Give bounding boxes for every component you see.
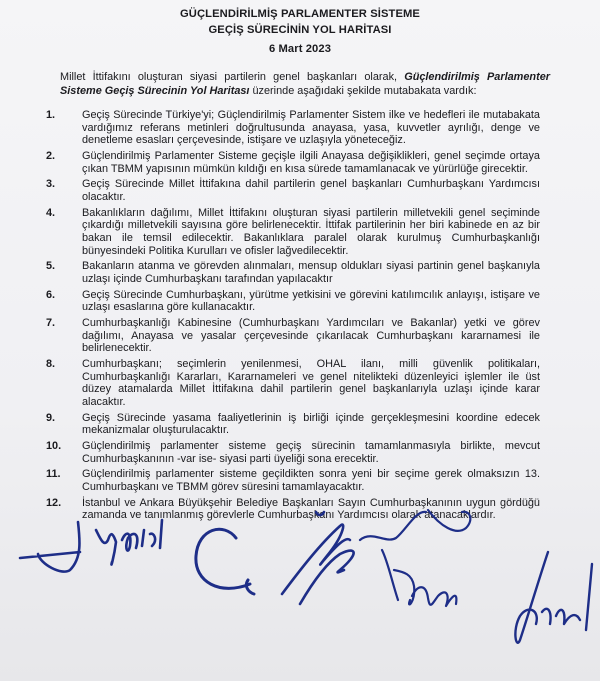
item-number: 9. (46, 411, 56, 424)
item-text: Geçiş Sürecinde yasama faaliyetlerinin iş birliği içinde gerçekleşmesini koordine edecek mekanizmalar oluşturulacaktır. (82, 411, 540, 437)
intro-paragraph (60, 71, 550, 98)
item-number: 4. (46, 206, 56, 219)
item-text: Güçlendirilmiş Parlamenter Sisteme geçişle ilgili Anayasa değişiklikleri, genel seçimde ortaya çıkan TBMM yapısının mümkün kıldığı en kısa sürede tamamlanacak ve yürürlüğe girecektir. (82, 149, 540, 175)
list-item (46, 412, 540, 437)
list-item (46, 109, 540, 147)
list-item (46, 260, 540, 285)
list-item (46, 289, 540, 314)
agreement-list (46, 109, 540, 525)
item-text: Cumhurbaşkanı; seçimlerin yenilenmesi, OHAL ilanı, milli güvenlik politikaları, Cumhurbaşkanlığı Kararları, Kararnameleri ve genel nitelikteki düzenleyici işlemler ile üst düzey atamalarda Millet İttifakına dahil partilerin genel başkanlarıyla uzlaşı içinde karar alacaktır. (82, 358, 540, 408)
item-number: 10. (46, 439, 62, 452)
signature-1 (20, 520, 162, 572)
item-number: 1. (46, 109, 56, 121)
intro-text-2: üzerinde aşağıdaki şekilde mutabakata vardık: (249, 84, 477, 97)
signature-2 (196, 529, 254, 594)
list-item (46, 468, 540, 493)
signature-4 (360, 510, 470, 606)
item-text: Güçlendirilmiş parlamenter sisteme geçildikten sonra yeni bir seçime gerek olmaksızın 13. Cumhurbaşkanı ve TBMM görev süresini tamamlayacaktır. (82, 468, 540, 493)
list-item (46, 358, 540, 408)
list-item (46, 440, 540, 465)
item-text: Geçiş Sürecinde Türkiye'yi; Güçlendirilmiş Parlamenter Sistem ilke ve hedefleri ile mutabakata vardığımız referans metinleri doğrultusunda anayasa, yasa, kuvvetler ayrılığı, denge ve denetleme esasları çerçevesinde, istişare ve uzlaşıyla yöneteceğiz. (82, 109, 540, 147)
document-date: 6 Mart 2023 (268, 43, 332, 55)
list-item (46, 207, 540, 257)
intro-text-1: Millet İttifakını oluşturan siyasi partilerin genel başkanları olarak, (60, 71, 405, 83)
item-text: Geçiş Sürecinde Millet İttifakına dahil partilerin genel başkanları Cumhurbaşkanı Yardımcısı olacaktır. (82, 178, 540, 203)
list-item (46, 150, 540, 175)
document-title-line-1: GÜÇLENDİRİLMİŞ PARLAMENTER SİSTEME (180, 8, 420, 20)
item-text: Bakanların atanma ve görevden alınmaları, mensup oldukları siyasi partinin genel başkanıyla uzlaşı içinde Cumhurbaşkanı tarafından yapılacaktır (82, 260, 540, 285)
document-title-line-2: GEÇİŞ SÜRECİNİN YOL HARİTASI (208, 24, 392, 36)
item-text: Bakanlıkların dağılımı, Millet İttifakını oluşturan siyasi partilerin milletvekili genel seçiminde çıkardığı milletvekili sayısına göre belirlenecektir. İttifak partilerinin her biri kabinede en az bir bakan ile temsil edilecektir. Bakanlıklara paralel olarak kurulmuş Cumhurbaşkanlığı bünyesindeki Politika Kurulları ve ofisler lağvedilecektir. (82, 206, 540, 257)
item-text: Cumhurbaşkanlığı Kabinesine (Cumhurbaşkanı Yardımcıları ve Bakanlar) yetki ve görev dağılımı, Anayasa ve yasalar çerçevesinde çıkarılacak Cumhurbaşkanı kararnamesi ile belirlenecektir. (82, 317, 540, 355)
item-number: 5. (46, 260, 56, 273)
item-text: İstanbul ve Ankara Büyükşehir Belediye Başkanları Sayın Cumhurbaşkanının uygun gördüğü zamanda ve tanımlanmış görevlerle Cumhurbaşkanı Yardımcısı olarak atanacaklardır. (82, 496, 540, 522)
item-number: 6. (46, 288, 56, 301)
signature-3 (282, 512, 354, 604)
signatures-area (0, 500, 600, 681)
signature-5 (515, 552, 592, 643)
intro-bold-title: Güçlendirilmiş Parlamenter Sisteme Geçiş Sürecinin Yol Haritası (60, 71, 550, 97)
item-number: 12. (46, 496, 62, 509)
item-text: Güçlendirilmiş parlamenter sisteme geçiş sürecinin tamamlanmasıyla birlikte, mevcut Cumhurbaşkanının -var ise- siyasi parti üyeliği sona erecektir. (82, 439, 540, 465)
item-text: Geçiş Sürecinde Cumhurbaşkanı, yürütme yetkisini ve görevini katılımcılık anlayışı, istişare ve uzlaşı esaslarına göre kullanacaktır. (82, 288, 540, 314)
document-header (0, 0, 600, 57)
item-number: 8. (46, 358, 56, 370)
item-number: 11. (46, 468, 61, 481)
list-item (46, 178, 540, 203)
item-number: 7. (46, 317, 56, 330)
item-number: 2. (46, 149, 56, 162)
item-number: 3. (46, 178, 56, 191)
list-item (46, 317, 540, 355)
